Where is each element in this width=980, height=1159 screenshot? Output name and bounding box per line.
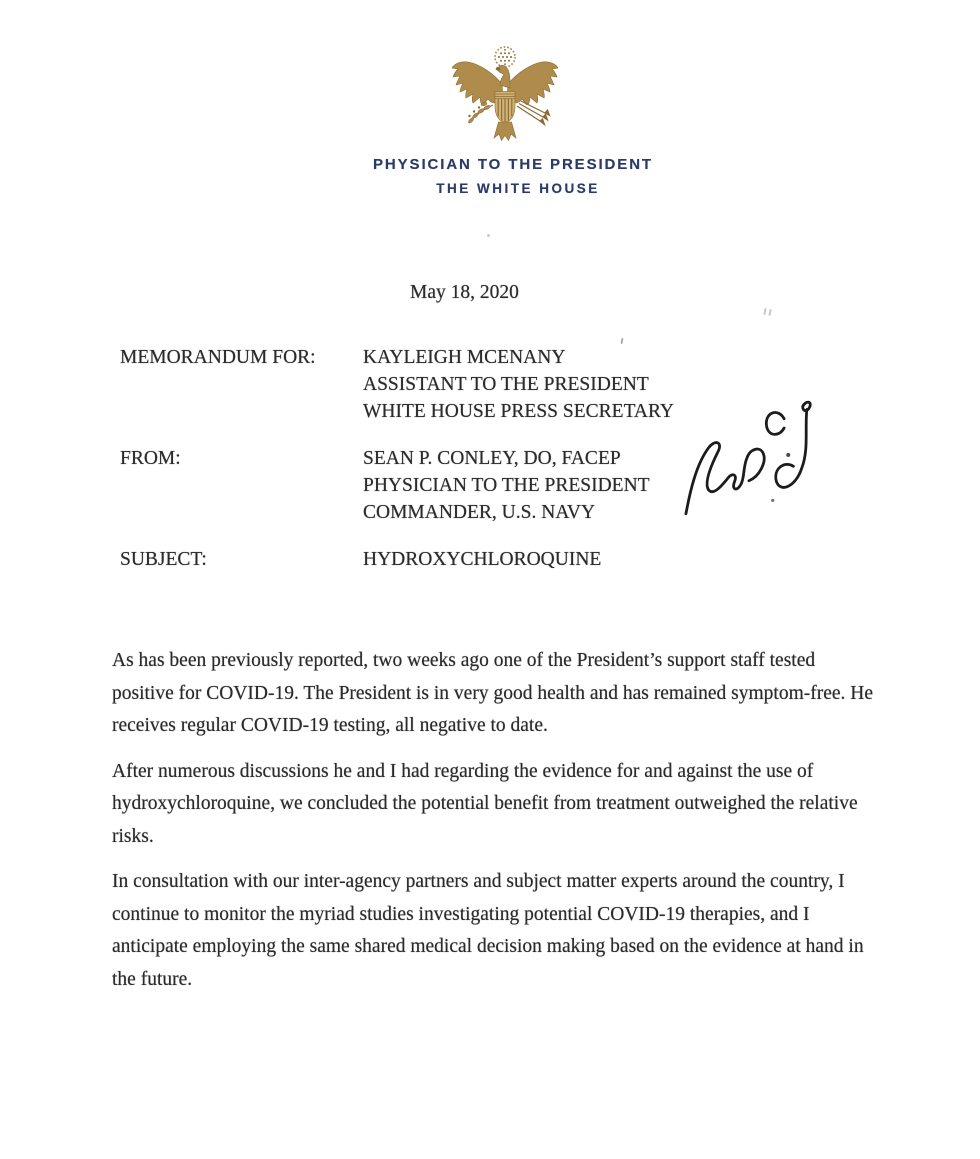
memo-from-line: SEAN P. CONLEY, DO, FACEP (363, 448, 621, 469)
memo-subject-label: SUBJECT: (120, 549, 207, 570)
memo-to-line: WHITE HOUSE PRESS SECRETARY (363, 401, 675, 422)
memo-row-subject (120, 546, 840, 573)
memo-from-line: COMMANDER, U.S. NAVY (363, 502, 596, 523)
memo-subject-value: HYDROXYCHLOROQUINE (363, 549, 602, 570)
memo-body (112, 645, 878, 1009)
letterhead-subtitle: THE WHITE HOUSE (436, 181, 600, 196)
memo-to-label: MEMORANDUM FOR: (120, 347, 316, 368)
memo-from-label: FROM: (120, 448, 181, 469)
memo-date: May 18, 2020 (410, 282, 519, 303)
memo-to-line: KAYLEIGH MCENANY (363, 347, 566, 368)
body-paragraph: After numerous discussions he and I had regarding the evidence for and against the use of hydroxychloroquine, we concluded the potential benefit from treatment outweighed the relative risks. (112, 760, 858, 847)
memo-to-line: ASSISTANT TO THE PRESIDENT (363, 374, 649, 395)
scan-tick (768, 309, 771, 316)
scan-tick (763, 308, 766, 315)
memo-from-line: PHYSICIAN TO THE PRESIDENT (363, 475, 650, 496)
presidential-seal-icon (450, 44, 560, 142)
body-paragraph: In consultation with our inter-agency partners and subject matter experts around the country, I continue to monitor the myriad studies investigating potential COVID-19 therapies, and I anticipate employing the same shared medical decision making based on the evidence at hand in the future. (112, 871, 864, 990)
scan-speck (487, 234, 490, 237)
body-paragraph: As has been previously reported, two weeks ago one of the President’s support staff tested positive for COVID-19. The President is in very good health and has remained symptom-free. He receives regular COVID-19 testing, all negative to date. (112, 650, 874, 736)
letterhead-title: PHYSICIAN TO THE PRESIDENT (373, 156, 653, 173)
signature-icon (676, 396, 824, 520)
